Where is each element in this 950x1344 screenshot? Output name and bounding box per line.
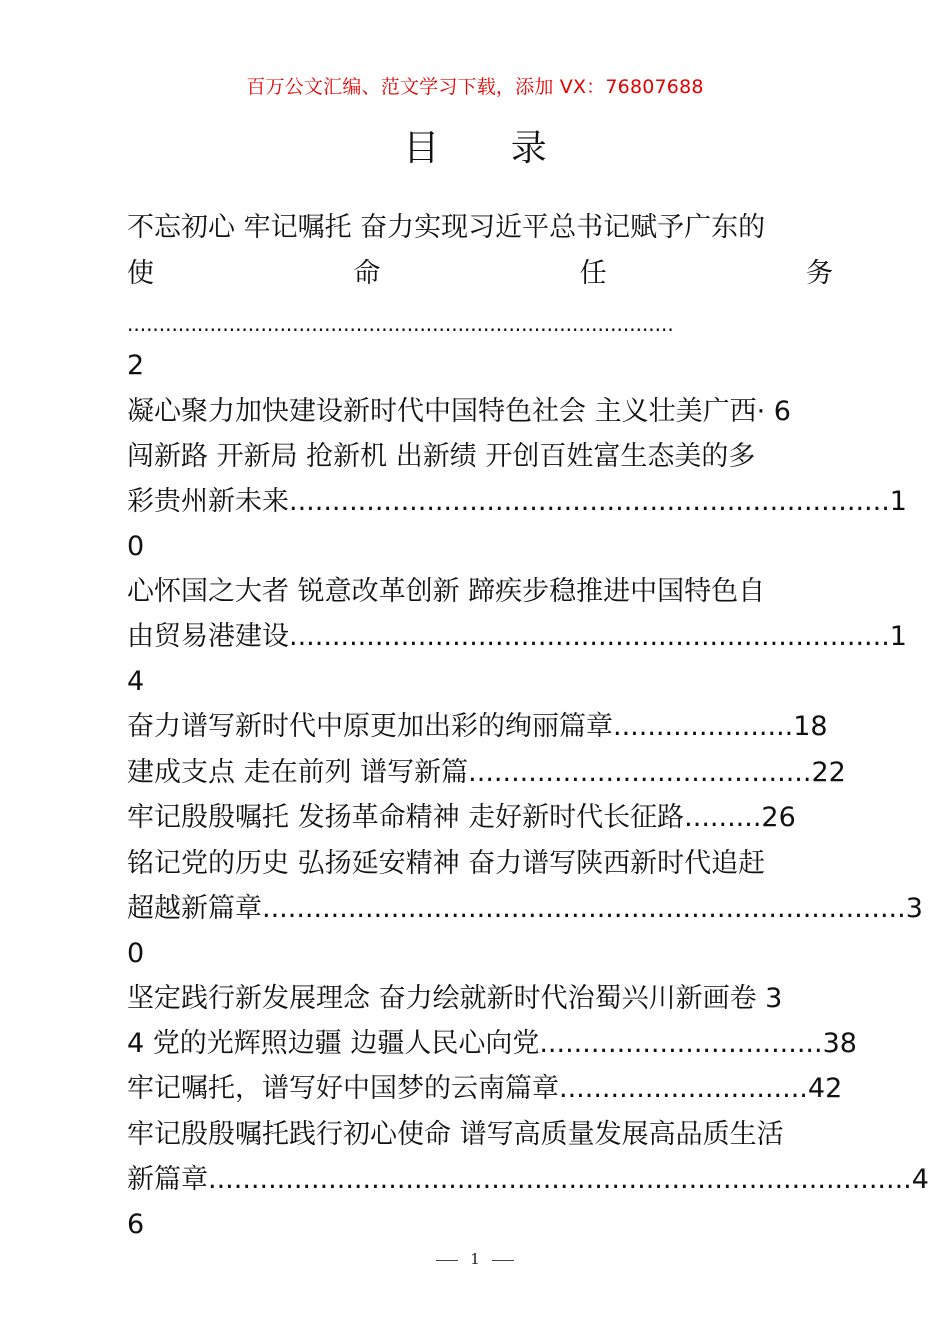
footer-dash-left bbox=[436, 1260, 458, 1261]
toc-line: 0 bbox=[127, 531, 145, 562]
toc-line: 铭记党的历史 弘扬延安精神 奋力谱写陕西新时代追赶 bbox=[127, 848, 766, 879]
footer-dash-right bbox=[492, 1260, 514, 1261]
toc-line: 6 bbox=[127, 1209, 145, 1240]
toc-line: 新篇章..................................................................................4 bbox=[127, 1164, 929, 1195]
toc-spread-char: 务 bbox=[805, 258, 833, 289]
toc-line: 4 党的光辉照边疆 边疆人民心向党.................................38 bbox=[127, 1028, 857, 1059]
toc-line: 彩贵州新未来......................................................................1 bbox=[127, 486, 907, 517]
toc-line: 4 bbox=[127, 666, 145, 697]
toc-line: 由贸易港建设......................................................................1 bbox=[127, 621, 907, 652]
toc-line: 0 bbox=[127, 938, 145, 969]
toc-line: 心怀国之大者 锐意改革创新 蹄疾步稳推进中国特色自 bbox=[127, 576, 766, 607]
toc-line: 坚定践行新发展理念 奋力绘就新时代治蜀兴川新画卷 3 bbox=[127, 983, 783, 1014]
toc-spread-char: 使 bbox=[127, 258, 154, 289]
toc-line: 2 bbox=[127, 350, 145, 381]
page-title: 目 录 bbox=[403, 128, 577, 169]
toc-line: 奋力谱写新时代中原更加出彩的绚丽篇章.....................18 bbox=[127, 711, 828, 742]
toc-line-spread bbox=[127, 251, 833, 297]
page-footer bbox=[0, 1250, 950, 1268]
toc-leader-dots: ...................................................................................... bbox=[127, 312, 674, 336]
toc-spread-char: 任 bbox=[579, 258, 607, 289]
toc-line: 不忘初心 牢记嘱托 奋力实现习近平总书记赋予广东的 bbox=[127, 212, 766, 243]
header-note: 百万公文汇编、范文学习下载，添加 VX：76807688 bbox=[246, 76, 704, 98]
toc-line: 牢记嘱托，谱写好中国梦的云南篇章.............................42 bbox=[127, 1073, 843, 1104]
toc-line: 建成支点 走在前列 谱写新篇........................................22 bbox=[127, 757, 846, 788]
page-number: 1 bbox=[470, 1250, 480, 1268]
toc-spread-char: 命 bbox=[353, 258, 381, 289]
toc-line: 牢记殷殷嘱托 发扬革命精神 走好新时代长征路.........26 bbox=[127, 802, 796, 833]
toc-line: 牢记殷殷嘱托践行初心使命 谱写高质量发展高品质生活 bbox=[127, 1119, 784, 1150]
toc-line: 闯新路 开新局 抢新机 出新绩 开创百姓富生态美的多 bbox=[127, 441, 756, 472]
toc-line: 超越新篇章...........................................................................3 bbox=[127, 893, 923, 924]
toc-line: 凝心聚力加快建设新时代中国特色社会 主义壮美广西· 6 bbox=[127, 396, 791, 427]
